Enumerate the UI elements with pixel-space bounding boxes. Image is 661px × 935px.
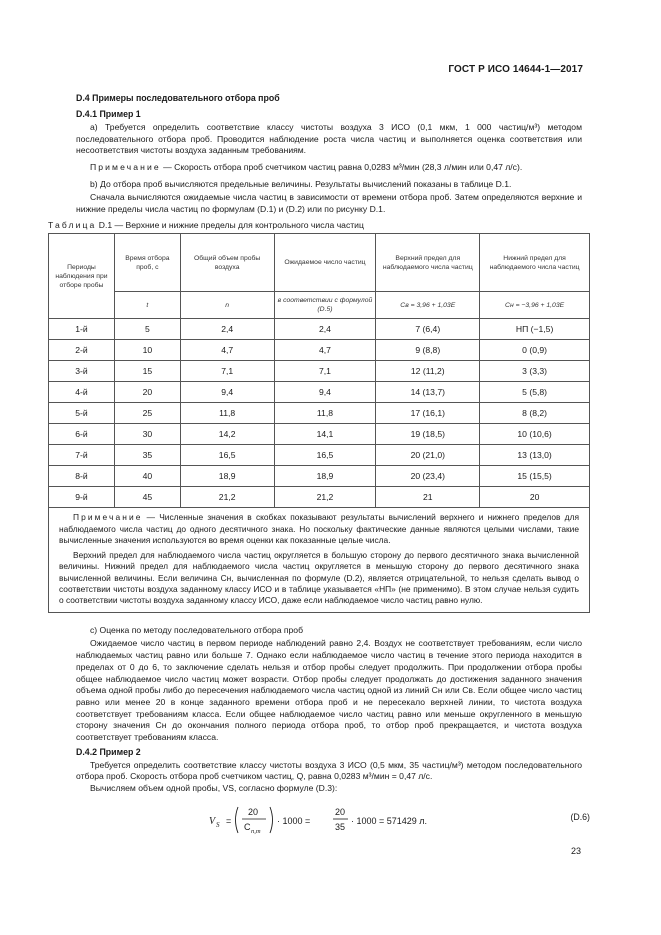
header-period: Периоды наблюдения при отборе пробы <box>49 234 115 319</box>
table-cell: 10 (10,6) <box>480 424 590 445</box>
note-label: Примечание <box>90 161 161 172</box>
header-lower: Нижний предел для наблюдаемого числа частиц <box>480 234 590 292</box>
table-cell: 15 <box>114 361 180 382</box>
table-cell: 10 <box>114 340 180 361</box>
formula-left-paren <box>236 807 239 833</box>
table-cell: 40 <box>114 466 180 487</box>
table-cell: 1-й <box>49 319 115 340</box>
table-cell: 2,4 <box>180 319 274 340</box>
table-cell: 3-й <box>49 361 115 382</box>
example1-title: D.4.1 Пример 1 <box>76 108 141 119</box>
standard-header: ГОСТ Р ИСО 14644-1—2017 <box>448 64 583 75</box>
table-notes <box>49 508 590 612</box>
table-row <box>49 487 590 508</box>
table-cell: 30 <box>114 424 180 445</box>
formula-frac1-num: 20 <box>248 806 259 817</box>
para-c-text: Ожидаемое число частиц в первом периоде наблюдений равно 2,4. Воздух не соответствует требованиям, если число наблюдаемых частиц равно или больше 7. Однако если наблюдаемое число частиц в течение этого периода находится в пределах от 0 до 6, то заключение сделать нельзя и отбор пробы следует продолжить. При продолжении отбора пробы общее наблюдаемое число частиц может возрасти. Отбор пробы следует продолжать до достижения заданного значения объема одной пробы либо до пересечения наблюдаемого числа частиц одной из линий Cн или Cв. Если общее число частиц равно или менее 20 в конце заданного времени отбора проб и не пересекало верхней линии, то чистота воздуха соответствует требованиям класса. Если общее наблюдаемое число частиц равно или меньше округленного в меньшую сторону значения Cн до окончания полного периода отбора проб, то отбор проб прекращается, и чистота воздуха соответствует требованиям класса. <box>76 638 582 742</box>
subheader-lower-formula: Cн = −3,96 + 1,03E <box>480 292 590 319</box>
table-cell: 2,4 <box>274 319 376 340</box>
formula-graphic <box>76 801 546 839</box>
table-cell: 45 <box>114 487 180 508</box>
table-cell: 6-й <box>49 424 115 445</box>
table-cell: 20 <box>114 382 180 403</box>
section-title: D.4 Примеры последовательного отбора проб <box>76 93 280 103</box>
table-row <box>49 445 590 466</box>
table-row <box>49 361 590 382</box>
subheader-n: n <box>180 292 274 319</box>
formula-times: · 1000 = <box>277 815 311 826</box>
table-note-para2: Верхний предел для наблюдаемого числа частиц округляется в большую сторону до первого десятичного знака вычисленной величины. Нижний предел для наблюдаемого числа частиц округляется в меньшую сторону до первого десятичного знака вычисленной величины. Если величина Cн, вычисленная по формуле (D.2), является отрицательной, то нельзя сделать вывод о соответствии чистоты воздуха заданному классу ИСО и в таблице указывается «НП» (не применимо). В этом случае нельзя судить о соответствии чистоты воздуха заданному классу ИСО, даже если наблюдаемое число частиц равно нулю. <box>59 549 579 606</box>
formula-frac2-num: 20 <box>335 806 346 817</box>
table-row <box>49 466 590 487</box>
page-number: 23 <box>571 846 582 856</box>
table-cell: 18,9 <box>180 466 274 487</box>
note-text: — Скорость отбора проб счетчиком частиц равна 0,0283 м³/мин (28,3 л/мин или 0,47 л/с). <box>160 161 523 172</box>
table-cell: 14,1 <box>274 424 376 445</box>
table-cell: 7,1 <box>180 361 274 382</box>
subheader-upper-formula: Cв = 3,96 + 1,03E <box>376 292 480 319</box>
caption-label: Таблица <box>48 219 97 230</box>
table-cell: 35 <box>114 445 180 466</box>
table-cell: 15 (15,5) <box>480 466 590 487</box>
table-cell: 8 (8,2) <box>480 403 590 424</box>
table-cell: НП (−1,5) <box>480 319 590 340</box>
table-cell: 14,2 <box>180 424 274 445</box>
page-content <box>48 93 590 839</box>
table-row <box>49 340 590 361</box>
table-cell: 9-й <box>49 487 115 508</box>
table-cell: 5-й <box>49 403 115 424</box>
table-cell: 9 (8,8) <box>376 340 480 361</box>
table-cell: 7-й <box>49 445 115 466</box>
header-time: Время отбора проб, с <box>114 234 180 292</box>
table-cell: 5 (5,8) <box>480 382 590 403</box>
table-cell: 7 (6,4) <box>376 319 480 340</box>
example1-para-b: b) До отбора проб вычисляются предельные величины. Результаты вычислений показаны в таблице D.1. <box>90 178 512 189</box>
table-cell: 4,7 <box>274 340 376 361</box>
table-row <box>49 424 590 445</box>
table-cell: 4-й <box>49 382 115 403</box>
table-cell: 20 <box>480 487 590 508</box>
table-row <box>49 319 590 340</box>
table-cell: 7,1 <box>274 361 376 382</box>
table-notes-row <box>49 508 590 612</box>
table-cell: 20 (23,4) <box>376 466 480 487</box>
table-cell: 11,8 <box>180 403 274 424</box>
limits-table <box>48 233 590 612</box>
example2-text2: Вычисляем объем одной пробы, VS, согласно формуле (D.3): <box>90 782 338 793</box>
formula-right-paren <box>270 807 273 833</box>
formula-eq: = <box>226 815 232 826</box>
table-cell: 9,4 <box>180 382 274 403</box>
table-cell: 25 <box>114 403 180 424</box>
header-upper: Верхний предел для наблюдаемого числа частиц <box>376 234 480 292</box>
table-note-label: Примечание <box>73 512 143 523</box>
table-caption <box>48 220 582 232</box>
caption-text: D.1 — Верхние и нижние пределы для контрольного числа частиц <box>96 219 364 230</box>
table-cell: 18,9 <box>274 466 376 487</box>
table-cell: 17 (16,1) <box>376 403 480 424</box>
header-expected: Ожидаемое число частиц <box>274 234 376 292</box>
table-note-text: — Численные значения в скобках показывают результаты вычислений верхнего и нижнего пределов для наблюдаемого числа частиц до одного десятичного знака. Но поскольку фактические данные являются целыми числами, такие вычисленные значения используются во время оценки как показанные целые числа. <box>59 512 579 546</box>
table-cell: 14 (13,7) <box>376 382 480 403</box>
formula-d6 <box>76 801 590 839</box>
table-cell: 5 <box>114 319 180 340</box>
table-cell: 9,4 <box>274 382 376 403</box>
table-cell: 21,2 <box>274 487 376 508</box>
table-cell: 11,8 <box>274 403 376 424</box>
subheader-t: t <box>114 292 180 319</box>
formula-tail: · 1000 = 571429 л. <box>351 815 428 826</box>
table-row <box>49 403 590 424</box>
formula-lhs-sub: S <box>216 820 220 829</box>
table-cell: 0 (0,9) <box>480 340 590 361</box>
table-cell: 12 (11,2) <box>376 361 480 382</box>
table-cell: 16,5 <box>274 445 376 466</box>
example1-note <box>76 162 582 174</box>
formula-frac2-den: 35 <box>335 821 346 832</box>
table-cell: 2-й <box>49 340 115 361</box>
formula-frac1-den: C <box>244 821 251 832</box>
table-cell: 8-й <box>49 466 115 487</box>
table-cell: 20 (21,0) <box>376 445 480 466</box>
table-note <box>59 512 579 546</box>
example2-title: D.4.2 Пример 2 <box>76 746 141 757</box>
formula-frac1-den-sub: n,m <box>251 827 261 835</box>
table-row <box>49 382 590 403</box>
table-cell: 21,2 <box>180 487 274 508</box>
table-cell: 3 (3,3) <box>480 361 590 382</box>
table-cell: 16,5 <box>180 445 274 466</box>
subheader-formula: в соответствии с формулой (D.5) <box>274 292 376 319</box>
formula-lhs: V <box>209 815 216 827</box>
table-cell: 19 (18,5) <box>376 424 480 445</box>
table-cell: 4,7 <box>180 340 274 361</box>
para-c-title: с) Оценка по методу последовательного отбора проб <box>90 624 304 635</box>
example1-para-a: а) Требуется определить соответствие классу чистоты воздуха 3 ИСО (0,1 мкм, 1 000 частиц/м³) методом последовательного отбора проб. Проводится наблюдение роста числа частиц и выполняется оценка соответствия или несоответствия чистоты воздуха заданным требованиям. <box>76 121 582 156</box>
example2-text: Требуется определить соответствие классу чистоты воздуха 3 ИСО (0,5 мкм, 35 частиц/м³) методом последовательного отбора проб. Скорость отбора проб счетчиком частиц, Q, равна 0,0283 м³/мин = 0,47 л/с. <box>76 759 582 782</box>
formula-number: (D.6) <box>570 811 590 822</box>
table-cell: 21 <box>376 487 480 508</box>
header-volume: Общий объем пробы воздуха <box>180 234 274 292</box>
example1-para-b2: Сначала вычисляются ожидаемые числа частиц в зависимости от времени отбора проб. Затем определяются верхние и нижние пределы числа частиц по формулам (D.1) и (D.2) или по рисунку D.1. <box>76 192 582 215</box>
table-cell: 13 (13,0) <box>480 445 590 466</box>
